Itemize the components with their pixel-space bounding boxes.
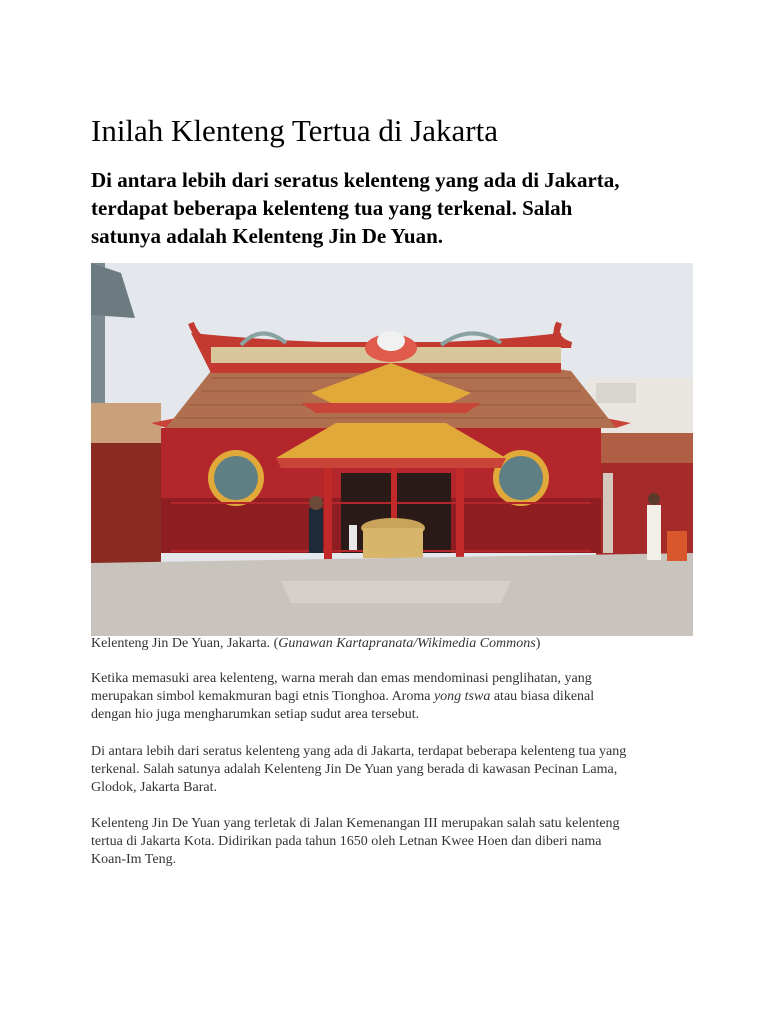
temple-illustration (91, 263, 693, 636)
paragraph-2 (91, 743, 693, 797)
paragraph-line: Koan-Im Teng. (91, 852, 177, 867)
caption-close: ) (535, 636, 541, 651)
photo-caption (91, 635, 540, 653)
caption-credit: Gunawan Kartapranata/Wikimedia Commons (278, 636, 536, 651)
paragraph-line: Ketika memasuki area kelenteng, warna merah dan emas mendominasi penglihatan, yang (91, 671, 592, 686)
paragraph-line: tertua di Jakarta Kota. Didirikan pada tahun 1650 oleh Letnan Kwee Hoen dan diberi nama (91, 834, 602, 849)
article-title: Inilah Klenteng Tertua di Jakarta (91, 113, 498, 148)
temple-photo (91, 263, 693, 636)
lead-line: terdapat beberapa kelenteng tua yang terkenal. Salah (91, 196, 573, 220)
lead-line: Di antara lebih dari seratus kelenteng yang ada di Jakarta, (91, 168, 620, 192)
caption-text: Kelenteng Jin De Yuan, Jakarta. ( (91, 636, 279, 651)
paragraph-line (91, 688, 693, 706)
lead-line: satunya adalah Kelenteng Jin De Yuan. (91, 224, 444, 248)
paragraph-text: merupakan simbol kemakmuran bagi etnis Tionghoa. Aroma (91, 689, 434, 704)
paragraph-emphasis: yong tswa (433, 689, 491, 704)
article-lead (91, 166, 693, 250)
paragraph-line: Kelenteng Jin De Yuan yang terletak di Jalan Kemenangan III merupakan salah satu kelenteng (91, 816, 620, 831)
paragraph-text: atau biasa dikenal (490, 689, 595, 704)
paragraph-1 (91, 670, 693, 724)
paragraph-line: dengan hio juga mengharumkan setiap sudut area tersebut. (91, 707, 420, 722)
paragraph-line: Di antara lebih dari seratus kelenteng yang ada di Jakarta, terdapat beberapa kelenteng tua yang (91, 744, 627, 759)
paragraph-3 (91, 815, 693, 869)
paragraph-line: Glodok, Jakarta Barat. (91, 780, 217, 795)
paragraph-line: terkenal. Salah satunya adalah Kelenteng Jin De Yuan yang berada di kawasan Pecinan Lama, (91, 762, 618, 777)
